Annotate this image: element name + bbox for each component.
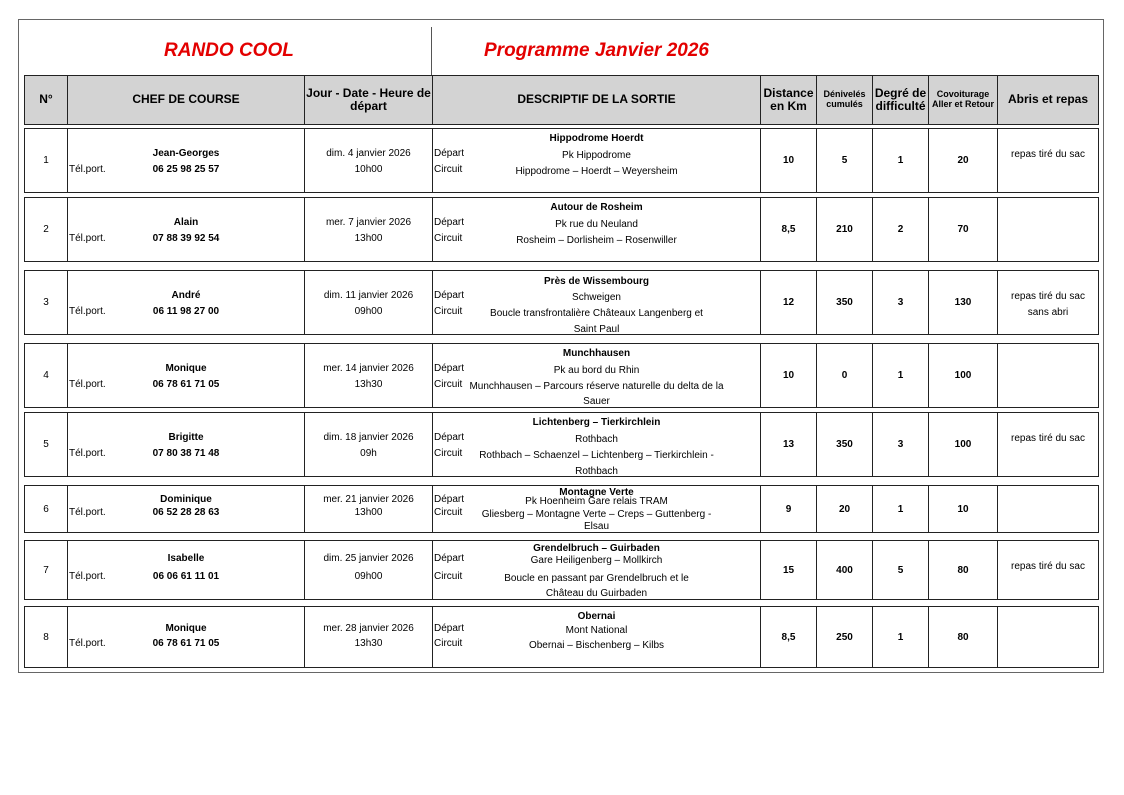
desc-cell bbox=[433, 129, 761, 192]
date-text: mer. 7 janvier 2026 bbox=[325, 217, 412, 228]
date-text: dim. 25 janvier 2026 bbox=[323, 553, 414, 564]
row-number: 1 bbox=[25, 129, 68, 192]
depart-label: Départ bbox=[434, 290, 465, 301]
depart-label: Départ bbox=[434, 148, 465, 159]
depart-label: Départ bbox=[434, 217, 465, 228]
date-text: mer. 28 janvier 2026 bbox=[323, 623, 414, 634]
tel-label: Tél.port. bbox=[69, 571, 106, 582]
outing-title: Autour de Rosheim bbox=[550, 202, 643, 213]
desc-cell bbox=[433, 486, 761, 532]
circuit-line-1: Boucle en passant par Grendelbruch et le bbox=[504, 573, 689, 584]
deniveles-value: 250 bbox=[817, 607, 873, 667]
time-text: 10h00 bbox=[354, 164, 383, 175]
time-text: 09h bbox=[360, 448, 377, 459]
distance-value: 13 bbox=[761, 413, 817, 476]
chef-name: Brigitte bbox=[168, 432, 204, 443]
circuit-label: Circuit bbox=[434, 233, 463, 244]
chef-phone: 06 11 98 27 00 bbox=[152, 306, 220, 317]
chef-cell bbox=[68, 198, 305, 261]
chef-cell bbox=[68, 486, 305, 532]
deniveles-value: 350 bbox=[817, 271, 873, 334]
chef-cell bbox=[68, 541, 305, 599]
circuit-line-2: Elsau bbox=[583, 521, 609, 532]
degre-value: 1 bbox=[873, 607, 929, 667]
chef-cell bbox=[68, 271, 305, 334]
chef-cell bbox=[68, 413, 305, 476]
table-row-8 bbox=[24, 606, 1099, 668]
circuit-line-2: Château du Guirbaden bbox=[545, 588, 648, 599]
deniveles-value: 0 bbox=[817, 344, 873, 407]
time-text: 13h00 bbox=[354, 233, 383, 244]
date-text: mer. 14 janvier 2026 bbox=[323, 363, 414, 374]
covoiturage-value: 100 bbox=[929, 344, 998, 407]
depart-place: Pk Hippodrome bbox=[562, 150, 631, 161]
circuit-label: Circuit bbox=[434, 379, 463, 390]
desc-cell bbox=[433, 271, 761, 334]
circuit-label: Circuit bbox=[434, 306, 463, 317]
distance-value: 8,5 bbox=[761, 198, 817, 261]
row-number: 4 bbox=[25, 344, 68, 407]
tel-label: Tél.port. bbox=[69, 233, 106, 244]
row-number: 7 bbox=[25, 541, 68, 599]
circuit-line-1: Obernai – Bischenberg – Kilbs bbox=[528, 640, 665, 651]
abris-cell bbox=[998, 607, 1098, 667]
tel-label: Tél.port. bbox=[69, 448, 106, 459]
date-cell bbox=[305, 541, 433, 599]
table-row-7 bbox=[24, 540, 1099, 600]
header-date: Jour - Date - Heure de départ bbox=[305, 76, 433, 124]
circuit-label: Circuit bbox=[434, 448, 463, 459]
chef-phone: 06 78 61 71 05 bbox=[152, 379, 220, 390]
outing-title: Munchhausen bbox=[562, 348, 631, 359]
distance-value: 12 bbox=[761, 271, 817, 334]
abris-cell bbox=[998, 413, 1098, 476]
tel-label: Tél.port. bbox=[69, 638, 106, 649]
chef-name: Alain bbox=[173, 217, 199, 228]
chef-name: André bbox=[171, 290, 201, 301]
title-divider bbox=[431, 27, 432, 75]
desc-cell bbox=[433, 607, 761, 667]
covoiturage-value: 80 bbox=[929, 607, 998, 667]
covoiturage-value: 70 bbox=[929, 198, 998, 261]
tel-label: Tél.port. bbox=[69, 164, 106, 175]
degre-value: 5 bbox=[873, 541, 929, 599]
desc-cell bbox=[433, 198, 761, 261]
distance-value: 8,5 bbox=[761, 607, 817, 667]
circuit-label: Circuit bbox=[434, 507, 463, 518]
table-row-3 bbox=[24, 270, 1099, 335]
circuit-line-1: Boucle transfrontalière Châteaux Langenberg et bbox=[490, 308, 703, 319]
deniveles-value: 400 bbox=[817, 541, 873, 599]
depart-label: Départ bbox=[434, 553, 465, 564]
covoiturage-value: 80 bbox=[929, 541, 998, 599]
desc-cell bbox=[433, 344, 761, 407]
club-title: RANDO COOL bbox=[164, 40, 294, 61]
chef-phone: 06 52 28 28 63 bbox=[152, 507, 220, 518]
abris-cell bbox=[998, 541, 1098, 599]
row-number: 5 bbox=[25, 413, 68, 476]
tel-label: Tél.port. bbox=[69, 507, 106, 518]
date-cell bbox=[305, 486, 433, 532]
header-distance: Distance en Km bbox=[761, 76, 817, 124]
date-text: mer. 21 janvier 2026 bbox=[323, 494, 414, 505]
circuit-label: Circuit bbox=[434, 638, 463, 649]
degre-value: 1 bbox=[873, 486, 929, 532]
row-number: 2 bbox=[25, 198, 68, 261]
abris-line-1: repas tiré du sac bbox=[1011, 433, 1085, 444]
table-header bbox=[24, 75, 1099, 125]
chef-cell bbox=[68, 344, 305, 407]
header-degre: Degré de difficulté bbox=[873, 76, 929, 124]
abris-cell bbox=[998, 271, 1098, 334]
circuit-label: Circuit bbox=[434, 571, 463, 582]
depart-place: Mont National bbox=[565, 625, 628, 636]
header-num: N° bbox=[25, 76, 68, 124]
header-desc: DESCRIPTIF DE LA SORTIE bbox=[433, 76, 761, 124]
program-title: Programme Janvier 2026 bbox=[484, 40, 709, 61]
abris-line-2: sans abri bbox=[1027, 307, 1069, 318]
outing-title: Obernai bbox=[577, 611, 616, 622]
depart-place: Pk rue du Neuland bbox=[555, 219, 638, 230]
deniveles-value: 350 bbox=[817, 413, 873, 476]
time-text: 09h00 bbox=[354, 571, 383, 582]
circuit-line-2: Sauer bbox=[583, 396, 610, 407]
depart-label: Départ bbox=[434, 494, 465, 505]
abris-cell bbox=[998, 486, 1098, 532]
date-cell bbox=[305, 271, 433, 334]
circuit-line-2: Rothbach bbox=[575, 466, 618, 477]
date-cell bbox=[305, 607, 433, 667]
deniveles-value: 20 bbox=[817, 486, 873, 532]
degre-value: 3 bbox=[873, 413, 929, 476]
abris-line-1: repas tiré du sac bbox=[1011, 291, 1085, 302]
abris-line-1: repas tiré du sac bbox=[1011, 561, 1085, 572]
circuit-line-1: Hippodrome – Hoerdt – Weyersheim bbox=[515, 166, 678, 177]
circuit-line-1: Munchhausen – Parcours réserve naturelle du delta de la bbox=[469, 381, 724, 392]
table-row-2 bbox=[24, 197, 1099, 262]
desc-cell bbox=[433, 541, 761, 599]
depart-place: Rothbach bbox=[575, 434, 618, 445]
chef-name: Monique bbox=[165, 623, 207, 634]
deniveles-value: 5 bbox=[817, 129, 873, 192]
header-covoiturage: Covoiturage Aller et Retour bbox=[929, 76, 998, 124]
circuit-label: Circuit bbox=[434, 164, 463, 175]
chef-phone: 07 80 38 71 48 bbox=[152, 448, 220, 459]
date-text: dim. 4 janvier 2026 bbox=[326, 148, 411, 159]
table-row-5 bbox=[24, 412, 1099, 477]
distance-value: 10 bbox=[761, 129, 817, 192]
header-deniveles: Dénivelés cumulés bbox=[817, 76, 873, 124]
chef-cell bbox=[68, 607, 305, 667]
circuit-line-1: Rosheim – Dorlisheim – Rosenwiller bbox=[516, 235, 677, 246]
date-cell bbox=[305, 198, 433, 261]
degre-value: 3 bbox=[873, 271, 929, 334]
abris-line-1: repas tiré du sac bbox=[1011, 149, 1085, 160]
depart-label: Départ bbox=[434, 623, 465, 634]
chef-phone: 07 88 39 92 54 bbox=[152, 233, 220, 244]
outing-title: Près de Wissembourg bbox=[544, 276, 649, 287]
covoiturage-value: 130 bbox=[929, 271, 998, 334]
time-text: 13h00 bbox=[354, 507, 383, 518]
degre-value: 2 bbox=[873, 198, 929, 261]
date-text: dim. 18 janvier 2026 bbox=[323, 432, 414, 443]
table-row-6 bbox=[24, 485, 1099, 533]
header-abris: Abris et repas bbox=[1007, 92, 1089, 107]
depart-label: Départ bbox=[434, 432, 465, 443]
time-text: 13h30 bbox=[354, 638, 383, 649]
circuit-line-2: Saint Paul bbox=[573, 324, 620, 335]
chef-phone: 06 78 61 71 05 bbox=[152, 638, 220, 649]
abris-cell bbox=[998, 129, 1098, 192]
deniveles-value: 210 bbox=[817, 198, 873, 261]
depart-place: Pk Hoenheim Gare relais TRAM bbox=[525, 496, 668, 507]
row-number: 3 bbox=[25, 271, 68, 334]
tel-label: Tél.port. bbox=[69, 306, 106, 317]
date-cell bbox=[305, 413, 433, 476]
date-cell bbox=[305, 344, 433, 407]
distance-value: 10 bbox=[761, 344, 817, 407]
depart-place: Schweigen bbox=[572, 292, 621, 303]
distance-value: 9 bbox=[761, 486, 817, 532]
time-text: 09h00 bbox=[354, 306, 383, 317]
date-cell bbox=[305, 129, 433, 192]
chef-name: Dominique bbox=[160, 494, 212, 505]
abris-cell bbox=[998, 198, 1098, 261]
table-row-1 bbox=[24, 128, 1099, 193]
depart-label: Départ bbox=[434, 363, 465, 374]
chef-phone: 06 06 61 11 01 bbox=[152, 571, 220, 582]
chef-name: Monique bbox=[165, 363, 207, 374]
circuit-line-1: Rothbach – Schaenzel – Lichtenberg – Tierkirchlein - bbox=[479, 450, 714, 461]
chef-cell bbox=[68, 129, 305, 192]
time-text: 13h30 bbox=[354, 379, 383, 390]
degre-value: 1 bbox=[873, 129, 929, 192]
distance-value: 15 bbox=[761, 541, 817, 599]
row-number: 6 bbox=[25, 486, 68, 532]
covoiturage-value: 100 bbox=[929, 413, 998, 476]
chef-name: Jean-Georges bbox=[152, 148, 220, 159]
outing-title: Grendelbruch – Guirbaden bbox=[533, 543, 660, 554]
covoiturage-value: 20 bbox=[929, 129, 998, 192]
row-number: 8 bbox=[25, 607, 68, 667]
outing-title: Hippodrome Hoerdt bbox=[549, 133, 644, 144]
covoiturage-value: 10 bbox=[929, 486, 998, 532]
chef-name: Isabelle bbox=[167, 553, 205, 564]
desc-cell bbox=[433, 413, 761, 476]
depart-place: Pk au bord du Rhin bbox=[553, 365, 640, 376]
tel-label: Tél.port. bbox=[69, 379, 106, 390]
outing-title: Lichtenberg – Tierkirchlein bbox=[532, 417, 661, 428]
degre-value: 1 bbox=[873, 344, 929, 407]
header-chef: CHEF DE COURSE bbox=[68, 76, 305, 124]
depart-place: Gare Heiligenberg – Mollkirch bbox=[530, 555, 663, 566]
chef-phone: 06 25 98 25 57 bbox=[152, 164, 220, 175]
circuit-line-1: Gliesberg – Montagne Verte – Creps – Guttenberg - bbox=[481, 509, 712, 520]
date-text: dim. 11 janvier 2026 bbox=[323, 290, 414, 301]
table-row-4 bbox=[24, 343, 1099, 408]
outing-title: Montagne Verte bbox=[559, 487, 634, 498]
abris-cell bbox=[998, 344, 1098, 407]
